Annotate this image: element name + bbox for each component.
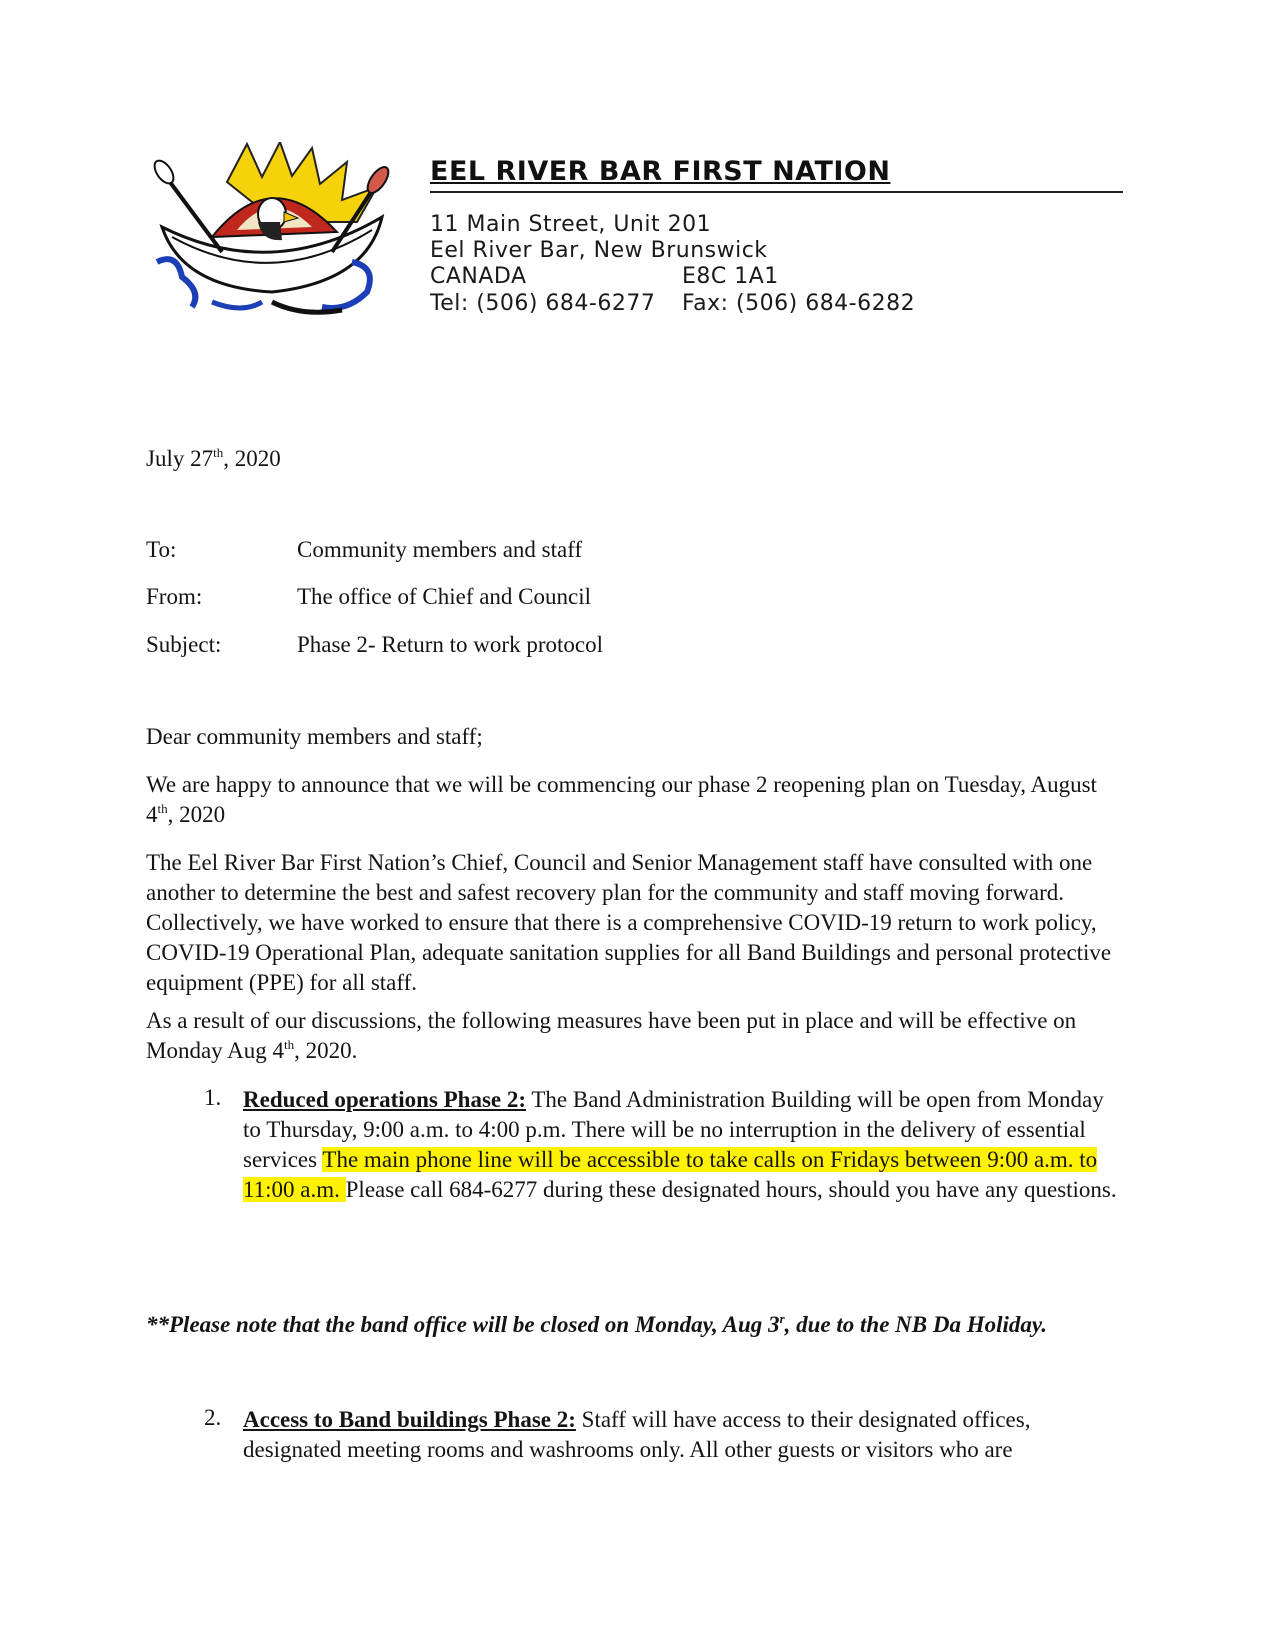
item-band-buildings-access: Access to Band buildings Phase 2: Staff will have access to their designated offices, designated meeting rooms and washrooms only. All other guests or visitors who are — [243, 1407, 1031, 1462]
subject-value: Phase 2- Return to work protocol — [297, 632, 603, 657]
item-2-title: Access to Band buildings Phase 2: — [243, 1407, 576, 1432]
to-value: Community members and staff — [297, 537, 583, 562]
address-line2: Eel River Bar, New Brunswick — [430, 238, 768, 263]
subject-label: Subject: — [146, 632, 222, 657]
holiday-closure-notice: **Please note that the band office will be closed on Monday, Aug 3$^r$, due to the NB Da Holiday. — [146, 1311, 1047, 1337]
salutation: Dear community members and staff; — [146, 724, 483, 749]
organization-name: EEL RIVER BAR FIRST NATION — [430, 156, 891, 187]
item-reduced-operations: Reduced operations Phase 2: The Band Administration Building will be open from Monday to Thursday, 9:00 a.m. to 4:00 p.m. There will be no interruption in the delivery of essential services The main phone line will be accessible to take calls on Fridays between 9:00 a.m. to 11:00 a.m. Please call 684-6277 during these designated hours, should you have any questions. — [243, 1087, 1117, 1202]
from-value: The office of Chief and Council — [297, 584, 592, 609]
letter-date: July 27th, 2020 — [146, 445, 281, 471]
address-postal-code: E8C 1A1 — [682, 264, 779, 289]
item-1-number: 1. — [204, 1085, 222, 1110]
address-country: CANADA — [430, 264, 527, 289]
letterhead-rule — [430, 191, 1123, 193]
from-label: From: — [146, 584, 203, 609]
item-2-number: 2. — [204, 1405, 222, 1430]
paragraph-announcement: We are happy to announce that we will be commencing our phase 2 reopening plan on Tuesday, August 4th, 2020 — [146, 772, 1097, 827]
address-line1: 11 Main Street, Unit 201 — [430, 212, 712, 237]
highlighted-phone-hours: The main phone line will be accessible to take calls on Fridays between 9:00 a.m. to 11:00 a.m. — [243, 1147, 1098, 1202]
paragraph-measures: As a result of our discussions, the following measures have been put in place and will be effective on Monday Aug 4th, 2020. — [146, 1008, 1077, 1063]
first-nation-logo — [152, 142, 392, 320]
fax-number: Fax: (506) 684-6282 — [682, 291, 916, 316]
paragraph-recovery-plan: The Eel River Bar First Nation’s Chief, Council and Senior Management staff have consulted with one another to determine the best and safest recovery plan for the community and staff moving forward. Collectively, we have worked to ensure that there is a comprehensive COVID-19 return to work policy, COVID-19 Operational Plan, adequate sanitation supplies for all Band Buildings and personal protective equipment (PPE) for all staff. — [146, 850, 1112, 995]
item-1-title: Reduced operations Phase 2: — [243, 1087, 527, 1112]
phone-number: Tel: (506) 684-6277 — [430, 291, 656, 316]
to-label: To: — [146, 537, 177, 562]
